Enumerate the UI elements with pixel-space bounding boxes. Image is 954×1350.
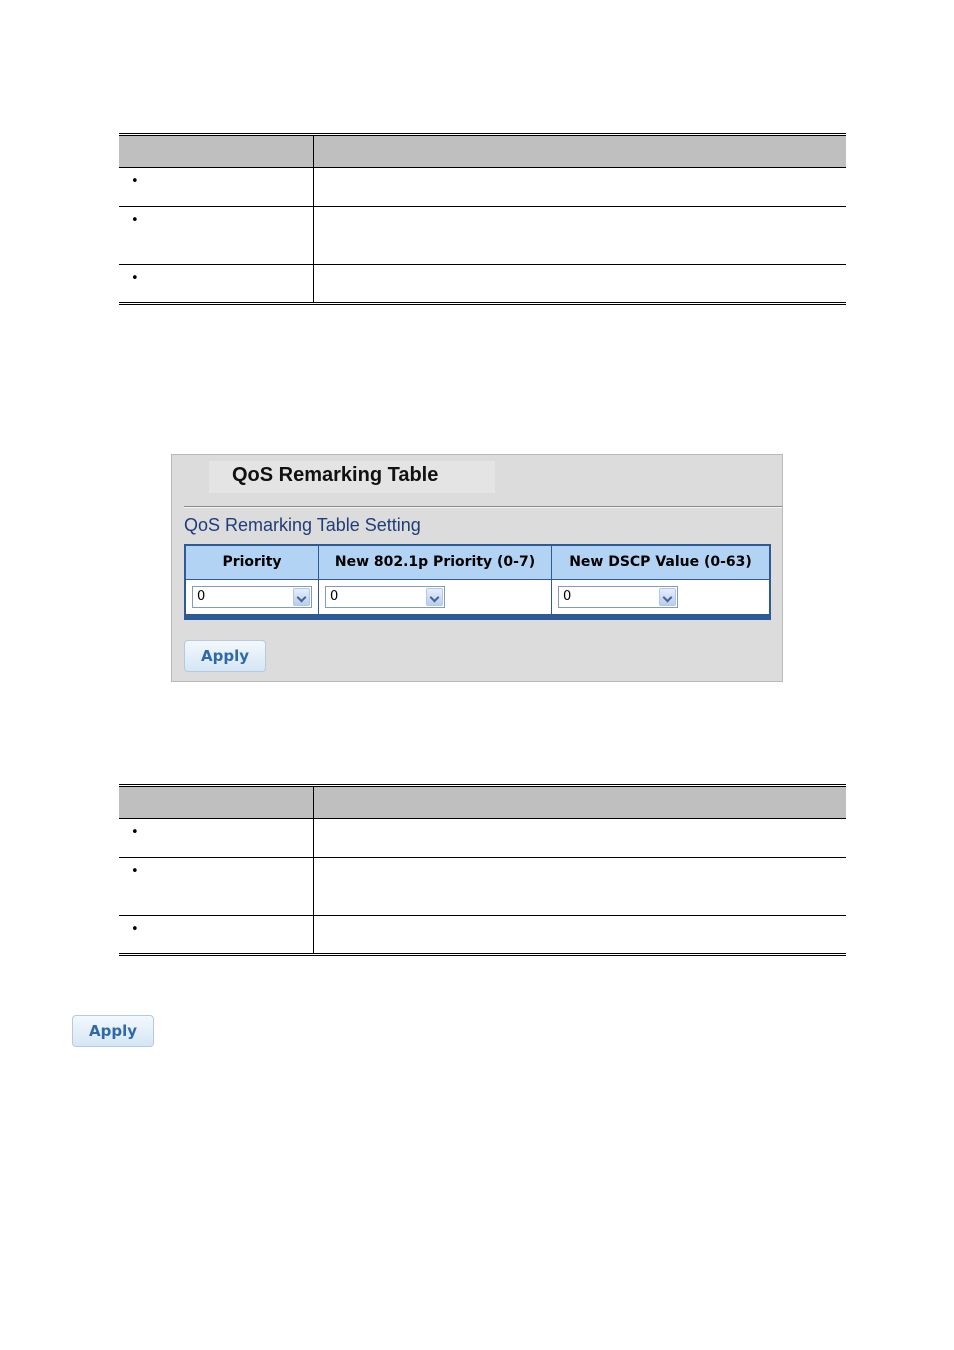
bullet-icon: • <box>131 213 139 228</box>
table-row <box>119 207 846 265</box>
priority-select-value: 0 <box>197 588 206 604</box>
table-cell <box>552 579 771 617</box>
table-row <box>119 819 846 858</box>
table-row <box>119 858 846 916</box>
chevron-down-icon[interactable] <box>426 588 443 606</box>
apply-button-standalone[interactable]: Apply <box>72 1015 154 1047</box>
table-row <box>119 265 846 304</box>
bullet-icon: • <box>131 825 139 840</box>
table-cell <box>185 579 319 617</box>
column-header-priority: Priority <box>185 545 319 579</box>
divider <box>184 506 782 508</box>
apply-button[interactable]: Apply <box>184 640 266 672</box>
bullet-icon: • <box>131 174 139 189</box>
bullet-icon: • <box>131 864 139 879</box>
bullet-icon: • <box>131 922 139 937</box>
table-row <box>119 916 846 955</box>
table-row <box>119 168 846 207</box>
priority-select[interactable] <box>192 586 312 608</box>
chevron-down-icon[interactable] <box>293 588 310 606</box>
page-title: QoS Remarking Table <box>232 464 439 486</box>
table-header-row <box>119 135 846 168</box>
new-8021p-priority-select[interactable] <box>325 586 445 608</box>
description-table-bottom <box>119 784 846 956</box>
remarking-table <box>184 544 771 620</box>
table-row <box>185 579 770 617</box>
table-header-row <box>119 786 846 819</box>
bullet-icon: • <box>131 271 139 286</box>
qos-remarking-panel <box>171 454 783 682</box>
table-header-row <box>185 545 770 579</box>
chevron-down-icon[interactable] <box>659 588 676 606</box>
new-dscp-value-select-value: 0 <box>563 588 572 604</box>
column-header-new-dscp-value: New DSCP Value (0-63) <box>552 545 771 579</box>
table-cell <box>319 579 552 617</box>
new-8021p-priority-select-value: 0 <box>330 588 339 604</box>
section-title: QoS Remarking Table Setting <box>184 515 421 535</box>
new-dscp-value-select[interactable] <box>558 586 678 608</box>
column-header-new-8021p-priority: New 802.1p Priority (0-7) <box>319 545 552 579</box>
description-table-top <box>119 133 846 305</box>
